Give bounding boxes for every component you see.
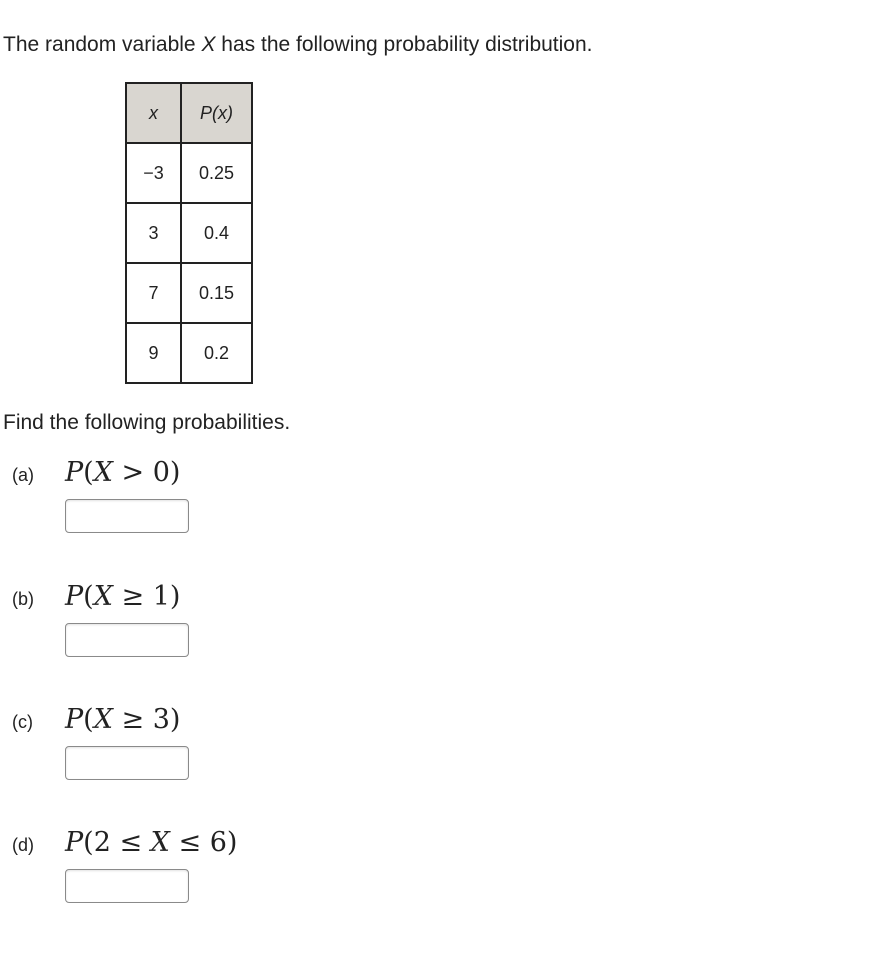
part-b-label: (b) [12,589,34,609]
question-intro [3,31,593,59]
expr-var: X [93,581,113,612]
part-d-label: (d) [12,835,34,855]
header-x: x [126,83,181,143]
expr-p: P [65,457,84,488]
expr-open: ( [83,581,94,612]
table-header-row [126,83,252,143]
part-a-expression [65,456,180,490]
expr-rest: > 0) [112,457,181,488]
table-row [126,263,252,323]
cell-p: 0.15 [181,263,252,323]
cell-x: 7 [126,263,181,323]
cell-x: −3 [126,143,181,203]
part-b-answer-input[interactable] [65,623,189,657]
cell-x: 9 [126,323,181,383]
expr-rest: ≥ 3) [112,704,181,735]
part-c-label: (c) [12,712,33,732]
table-row [126,143,252,203]
expr-p: P [65,827,84,858]
find-instruction: Find the following probabilities. [3,411,291,434]
expr-open: (2 ≤ [83,827,151,858]
expr-rest: ≥ 1) [112,581,181,612]
part-b-expression [65,580,180,614]
expr-var: X [93,704,113,735]
expr-p: P [65,581,84,612]
table-row [126,323,252,383]
expr-p: P [65,704,84,735]
expr-var: X [93,457,113,488]
cell-p: 0.25 [181,143,252,203]
cell-x: 3 [126,203,181,263]
intro-text-after: has the following probability distribution. [215,33,593,56]
intro-text-before: The random variable [3,33,202,56]
expr-var: X [150,827,170,858]
part-d-expression [65,826,237,860]
probability-distribution-table [125,82,253,384]
part-d-answer-input[interactable] [65,869,189,903]
expr-rest: ≤ 6) [169,827,238,858]
expr-open: ( [83,704,94,735]
expr-open: ( [83,457,94,488]
part-c-expression [65,703,180,737]
cell-p: 0.4 [181,203,252,263]
table-row [126,203,252,263]
part-c-answer-input[interactable] [65,746,189,780]
cell-p: 0.2 [181,323,252,383]
part-a-answer-input[interactable] [65,499,189,533]
part-a-label: (a) [12,465,34,485]
intro-variable: X [201,33,216,56]
header-px: P(x) [181,83,252,143]
